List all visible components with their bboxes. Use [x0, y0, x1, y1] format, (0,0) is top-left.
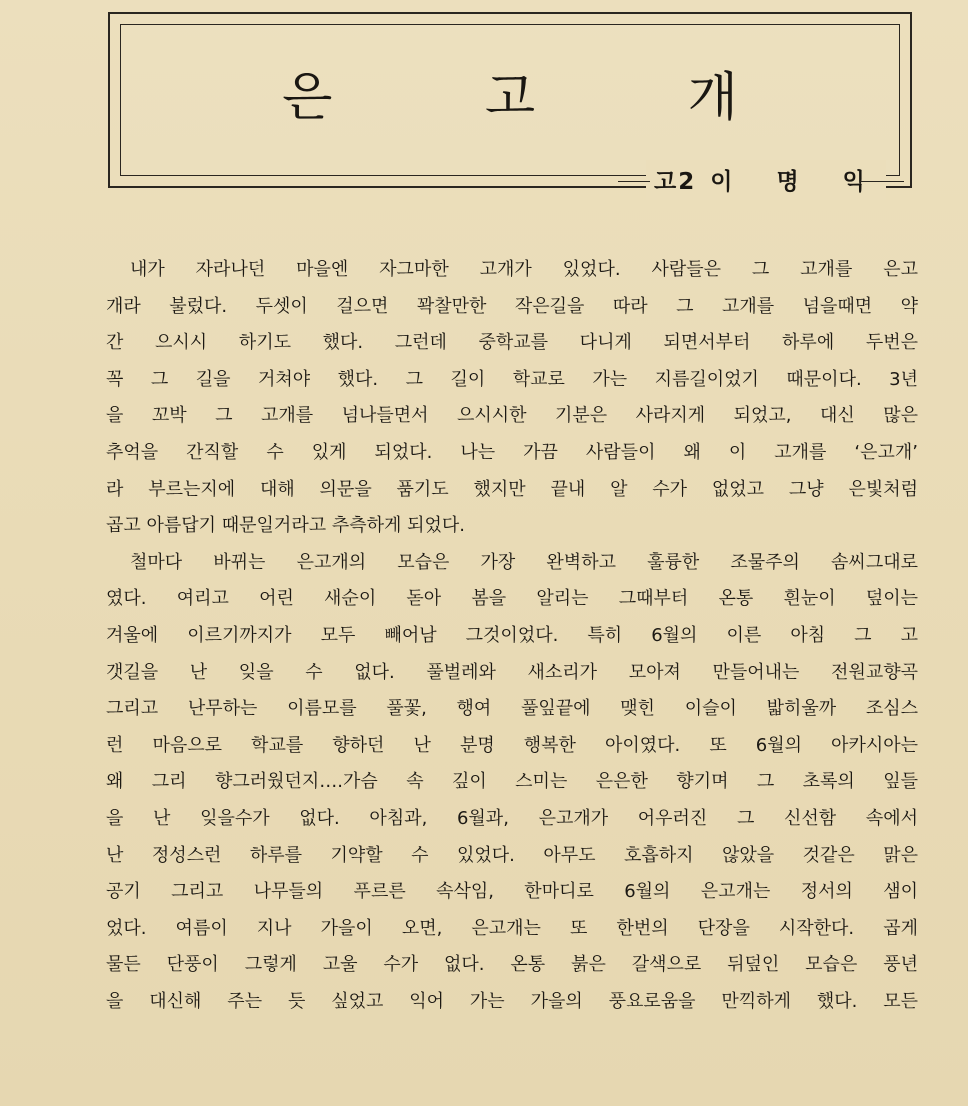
- text-line: 공기 그리고 나무들의 푸르른 속삭임, 한마디로 6월의 은고개는 정서의 샘이: [106, 881, 918, 903]
- byline-rule-left: [618, 181, 650, 182]
- paragraph-1: [106, 252, 918, 545]
- author-grade: 고2: [654, 169, 697, 195]
- text-line: 겨울에 이르기까지가 모두 빼어남 그것이었다. 특히 6월의 이른 아침 그 고: [106, 624, 918, 646]
- text-line: 내가 자라나던 마을엔 자그마한 고개가 있었다. 사람들은 그 고개를 은고: [130, 259, 918, 280]
- text-line: 물든 단풍이 그렇게 고울 수가 없다. 온통 붉은 갈색으로 뒤덮인 모습은 풍년: [106, 954, 918, 976]
- text-line: 난 정성스런 하루를 기약할 수 있었다. 아무도 호흡하지 않았을 것같은 맑은: [106, 844, 918, 866]
- text-line: 간 으시시 하기도 했다. 그런데 중학교를 다니게 되면서부터 하루에 두번은: [106, 332, 918, 354]
- text-line: 런 마음으로 학교를 향하던 난 분명 행복한 아이였다. 또 6월의 아카시아는: [106, 734, 918, 756]
- paragraph-2: [106, 545, 918, 1021]
- text-line: 개라 불렀다. 두셋이 걸으면 꽉찰만한 작은길을 따라 그 고개를 넘을때면 약: [106, 295, 918, 317]
- text-line: 추억을 간직할 수 있게 되었다. 나는 가끔 사람들이 왜 이 고개를 ‘은고개’: [106, 441, 918, 463]
- author-name: 이 명 익: [710, 169, 883, 195]
- text-line: 철마다 바뀌는 은고개의 모습은 가장 완벽하고 훌륭한 조물주의 솜씨그대로: [130, 551, 918, 573]
- text-line: 그리고 난무하는 이름모를 풀꽃, 행여 풀잎끝에 맺힌 이슬이 밟히울까 조심스: [106, 698, 918, 720]
- author-byline: [654, 168, 883, 196]
- text-line: 꼭 그 길을 거쳐야 했다. 그 길이 학교로 가는 지름길이었기 때문이다. 3년: [106, 368, 918, 390]
- article-title: 은 고 개: [282, 68, 806, 128]
- text-line: 갯길을 난 잊을 수 없다. 풀벌레와 새소리가 모아져 만들어내는 전원교향곡: [106, 661, 918, 683]
- text-line: 라 부르는지에 대해 의문을 품기도 했지만 끝내 알 수가 없었고 그냥 은빛처럼: [106, 478, 918, 500]
- article-body: [106, 252, 918, 1020]
- text-line: 을 난 잊을수가 없다. 아침과, 6월과, 은고개가 어우러진 그 신선함 속에서: [106, 807, 918, 829]
- text-line: 왜 그리 향그러웠던지….가슴 속 깊이 스미는 은은한 향기며 그 초록의 잎들: [106, 771, 918, 793]
- text-line: 였다. 여리고 어린 새순이 돋아 봄을 알리는 그때부터 온통 흰눈이 덮이는: [106, 588, 918, 610]
- text-line: 을 꼬박 그 고개를 넘나들면서 으시시한 기분은 사라지게 되었고, 대신 많은: [106, 405, 918, 427]
- byline-rule-right: [860, 181, 904, 182]
- text-line: 곱고 아름답기 때문일거라고 추측하게 되었다.: [106, 515, 465, 537]
- text-line: 을 대신해 주는 듯 싶었고 익어 가는 가을의 풍요로움을 만끽하게 했다. 모든: [106, 990, 918, 1012]
- text-line: 었다. 여름이 지나 가을이 오면, 은고개는 또 한번의 단장을 시작한다. 곱게: [106, 917, 918, 939]
